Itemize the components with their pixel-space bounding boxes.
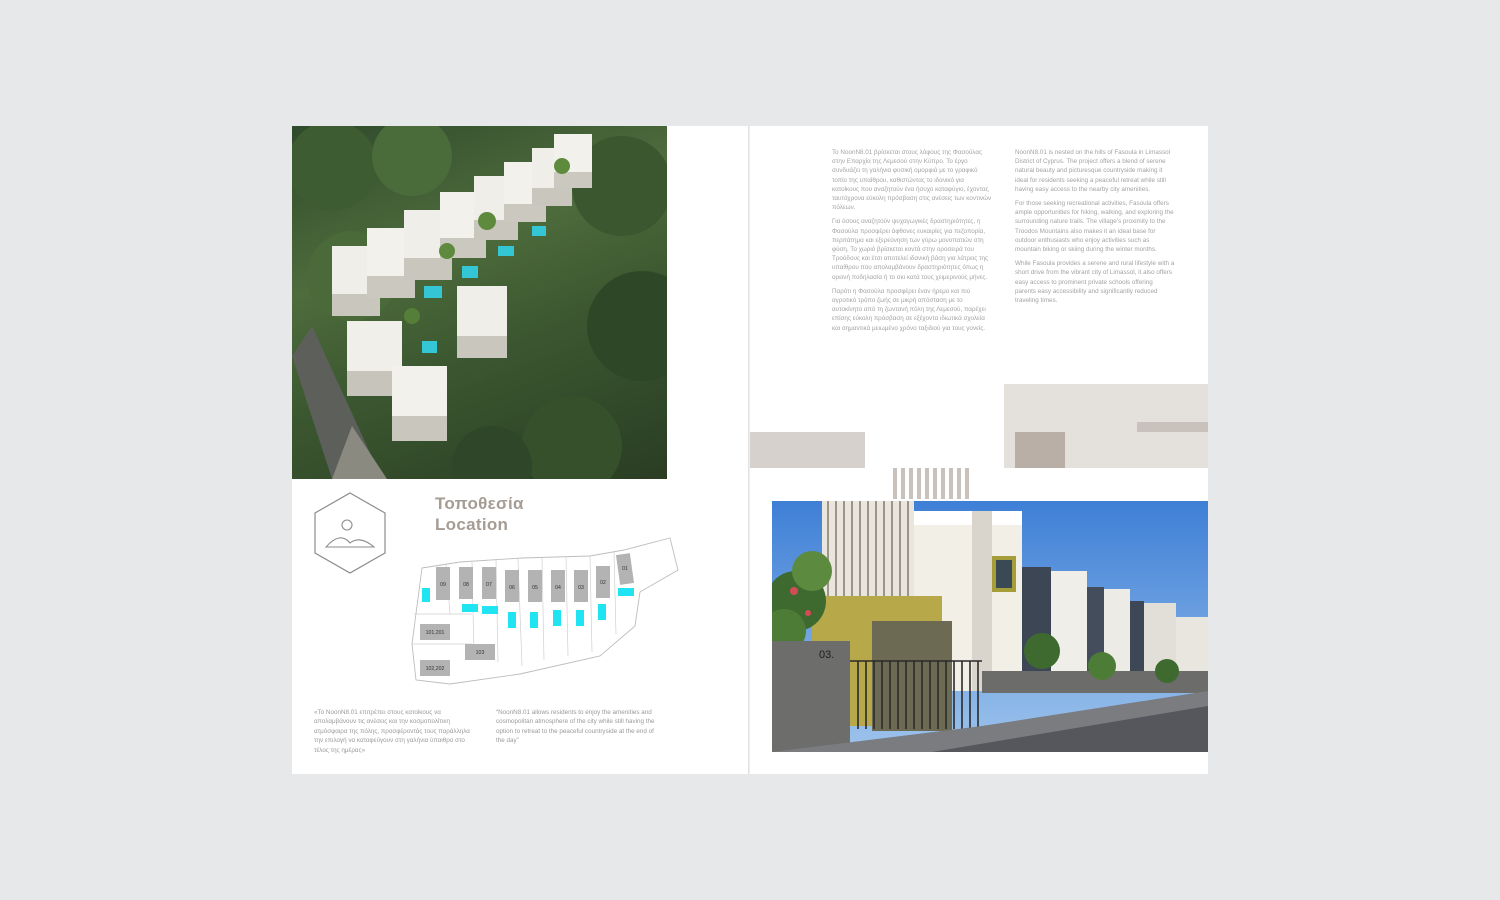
text-column-english [1015, 148, 1175, 310]
quote-greek: «Το NoonN8.01 επιτρέπει στους κατοίκους να απολαμβάνουν τις ανέσεις και την κοσμοπολίτικη ατμόσφαιρα της πόλης, προσφέροντάς τους παράλληλα την επιλογή να καταφεύγουν στη γαλήνια ύπαιθρο στο τέλος της ημέρας» [314, 709, 470, 754]
unit-label: 02 [600, 580, 606, 586]
decor-stripes [893, 468, 971, 499]
text-column-greek [832, 148, 992, 338]
section-title-greek: Τοποθεσία [435, 494, 524, 513]
street-villas-photo [772, 501, 1208, 752]
unit-label: 09 [440, 582, 446, 588]
paragraph: Παρότι η Φασούλα προσφέρει έναν ήρεμο και πιο αγροτικό τρόπο ζωής σε μικρή απόσταση με το αυτοκίνητο από τη ζωντανή πόλη της Λεμεσού, παρέχει επίσης εύκολη πρόσβαση σε εξέχοντα ιδιωτικά σχολεία και σημαντικά μειωμένο χρόνο ταξιδιού για τους γονείς. [832, 287, 986, 332]
paragraph: Για όσους αναζητούν ψυχαγωγικές δραστηριότητες, η Φασούλα προσφέρει άφθονες ευκαιρίες για πεζοπορία, περπάτημα και εξερεύνηση των γύρω μονοπατιών στη φύση. Το χωριό βρίσκεται κοντά στην οροσειρά του Τροόδους και έτσι αποτελεί ιδανική βάση για λάτρεις της υπαίθρου που απολαμβάνουν δραστηριότητες όπως η ορεινή ποδηλασία ή το σκι κατά τους χειμερινούς μήνες. [832, 218, 989, 281]
unit-label: 03 [578, 585, 584, 591]
paragraph: NoonN8.01 is nested on the hills of Fasoula in Limassol District of Cyprus. The project offers a blend of serene natural beauty and picturesque countryside making it ideal for residents seeking a peaceful retreat while still having easy access to the nearby city amenities. [1015, 149, 1171, 193]
unit-label: 103 [475, 650, 485, 656]
unit-label: 05 [532, 585, 538, 591]
unit-label: 102,202 [425, 666, 445, 672]
paragraph: For those seeking recreational activities, Fasoula offers ample opportunities for hiking, walking, and exploring the surrounding nature trails. The village's proximity to the Troodos Mountains also makes it an ideal base for outdoor enthusiasts who enjoy activities such as mountain biking or skiing during the winter months. [1015, 200, 1174, 254]
decor-block [750, 432, 865, 468]
site-plan [410, 534, 680, 691]
decor-block [1015, 432, 1065, 468]
unit-label: 101,201 [425, 630, 445, 636]
decor-block [1137, 422, 1208, 432]
paragraph: Το NoonN8.01 βρίσκεται στους λόφους της Φασούλας στην Επαρχία της Λεμεσού στην Κύπρο. Το έργο συνδυάζει τη γαλήνια φυσική ομορφιά με το γραφικό τοπίο της υπαίθρου, καθιστώντας το ιδανικό για κατοίκους που αναζητούν ένα ήσυχο καταφύγιο, έχοντας ταυτόχρονα εύκολη πρόσβαση στις ανέσεις των κοντινών πόλεων. [832, 149, 992, 212]
house-number: 03. [819, 649, 835, 661]
paragraph: While Fasoula provides a serene and rural lifestyle with a short drive from the vibrant city of Limassol, it also offers easy access to prominent private schools offering parents easy accessibility and significantly reduced traveling times. [1015, 260, 1175, 305]
left-page [292, 126, 750, 774]
unit-label: 06 [509, 585, 515, 591]
unit-label: 08 [463, 582, 469, 588]
mountain-hexagon-icon [312, 491, 388, 580]
unit-label: 01 [622, 566, 628, 572]
aerial-villas-photo [292, 126, 667, 479]
section-title-english: Location [435, 515, 509, 534]
right-page [750, 126, 1208, 774]
quote-english: “NoonN8.01 allows residents to enjoy the amenities and cosmopolitan atmosphere of the city while still having the option to retreat to the peaceful countryside at the end of the day” [496, 709, 655, 745]
unit-label: 04 [555, 585, 561, 591]
unit-label: 07 [486, 582, 492, 588]
